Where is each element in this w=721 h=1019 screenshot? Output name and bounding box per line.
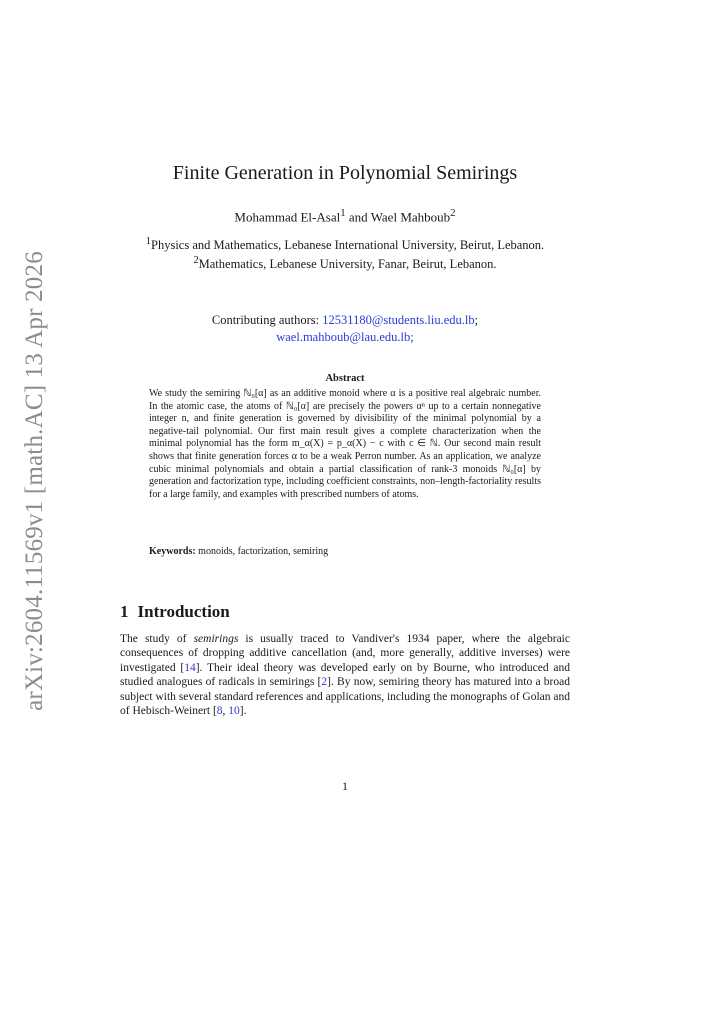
affiliation-2	[140, 253, 550, 272]
abstract-text: We study the semiring ℕ₀[α] as an additive monoid where α is a positive real algebraic number. In the atomic case, the atoms of ℕ₀[α] are precisely the powers αⁿ up to a certain nonnegative integer n, and finite generation is governed by divisibility of the minimal polynomial by a negative-tail polynomial. Our first main result gives a complete characterization when the minimal polynomial has the form m_α(X) = p_α(X) − c with c ∈ ℕ. Our second main result shows that finite generation forces α to be a weak Perron number. As an application, we analyze cubic minimal polynomials and obtain a partial classification of rank-3 monoids ℕ₀[α] by generation and factorization type, including coefficient constraints, non–length-factoriality results for a large family, and examples with prescribed numbers of atoms.	[149, 388, 541, 500]
text-run: is usually traced to Vandiver's 1934 paper, where the algebraic consequences of dropping additive cancellation (and, more generally, additive inverses) were investigated [	[120, 633, 570, 674]
introduction-paragraph	[120, 632, 570, 718]
abstract-body	[149, 388, 541, 501]
author-name: Wael Mahboub	[370, 209, 451, 225]
affiliations	[140, 234, 550, 272]
citation-link[interactable]: 14	[184, 661, 196, 674]
section-title: Introduction	[137, 602, 230, 621]
author-connector: and	[345, 209, 371, 225]
text-run: The study of	[120, 633, 194, 645]
author-affiliation-mark: 2	[450, 207, 456, 219]
author-line	[0, 207, 690, 225]
author-affiliation-mark: 1	[340, 207, 346, 219]
email-link[interactable]: wael.mahboub@lau.edu.lb	[276, 330, 411, 344]
abstract-heading: Abstract	[325, 373, 365, 384]
contributing-label: Contributing authors:	[211, 313, 323, 327]
keywords-text: monoids, factorization, semiring	[195, 546, 329, 557]
affiliation-1	[140, 234, 550, 253]
arxiv-identifier-text: arXiv:2604.11569v1 [math.AC] 13 Apr 2026	[21, 250, 48, 711]
contributing-authors	[150, 312, 540, 346]
email-separator: ;	[410, 330, 414, 344]
citation-link[interactable]: 8	[216, 705, 223, 718]
text-run: ]. Their ideal theory was developed early on by Bourne, who introduced and studied analogues of radicals in semirings [	[120, 661, 570, 689]
email-link[interactable]: 12531180@students.liu.edu.lb	[322, 313, 475, 327]
section-number: 1	[120, 602, 129, 621]
author-name: Mohammad El-Asal	[234, 209, 341, 225]
affiliation-text: Mathematics, Lebanese University, Fanar, Beirut, Lebanon.	[198, 257, 497, 272]
citation-link[interactable]: 10	[228, 705, 240, 718]
section-heading	[120, 602, 230, 622]
text-run: ,	[222, 705, 229, 718]
page-number: 1	[342, 779, 348, 793]
keywords	[149, 546, 541, 557]
email-separator: ;	[474, 313, 479, 327]
paragraph-text	[120, 632, 570, 718]
affiliation-text: Physics and Mathematics, Lebanese International University, Beirut, Lebanon.	[151, 238, 545, 253]
emphasis-text: semirings	[193, 633, 239, 645]
keywords-label: Keywords:	[149, 546, 196, 557]
text-run: ].	[239, 705, 247, 718]
text-run: ]. By now, semiring theory has matured into a broad subject with several standard references and applications, including the monographs of Golan and of Hebisch-Weinert [	[120, 676, 570, 718]
citation-link[interactable]: 2	[321, 676, 328, 689]
affiliation-mark: 2	[193, 255, 199, 267]
arxiv-identifier-stamp	[10, 250, 60, 711]
affiliation-mark: 1	[145, 236, 151, 247]
paper-title: Finite Generation in Polynomial Semirings	[172, 162, 518, 184]
